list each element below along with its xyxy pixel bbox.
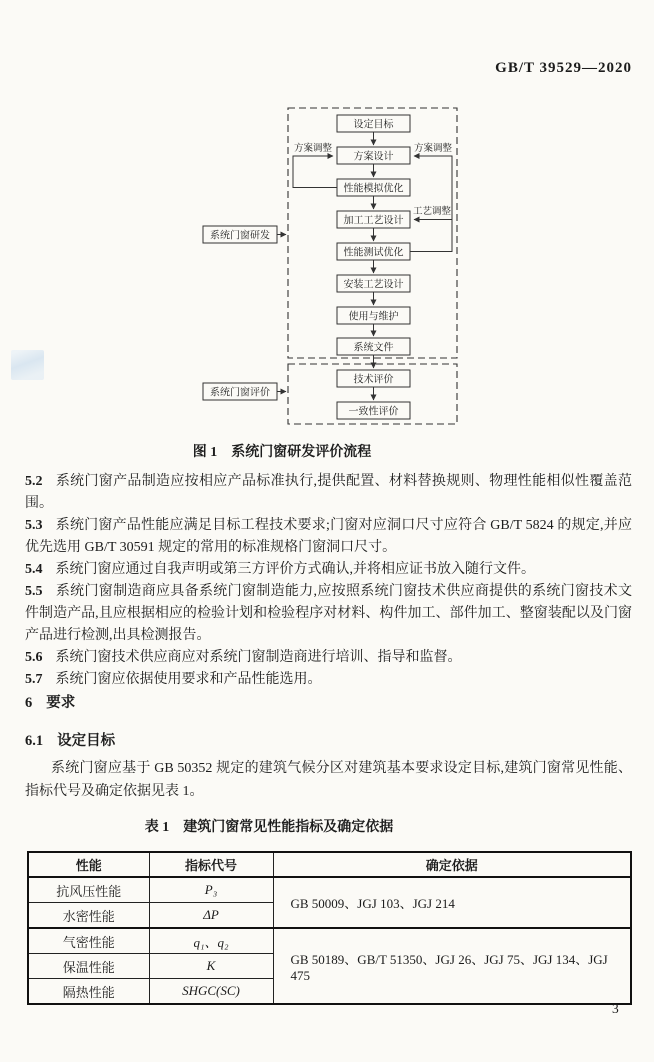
flow-box-label: 性能模拟优化 [343,183,404,195]
clause-5-5 [25,581,632,647]
clause-number: 5.7 [25,672,43,687]
cell-performance: 水密性能 [28,903,149,929]
cell-performance: 气密性能 [28,928,149,954]
cell-performance: 保温性能 [28,954,149,979]
performance-table [27,851,632,1005]
side-box-rd-label: 系统门窗研发 [210,230,270,242]
table-caption: 表 1 建筑门窗常见性能指标及确定依据 [144,820,394,835]
cell-performance: 抗风压性能 [28,877,149,903]
clause-number: 5.5 [25,584,43,599]
page-number: 3 [612,1001,619,1016]
side-box-eval-label: 系统门窗评价 [210,387,270,399]
clause-list [25,471,632,691]
table-row [28,877,631,903]
clause-text: 系统门窗技术供应商应对系统门窗制造商进行培训、指导和监督。 [55,650,462,665]
doc-number: GB/T 39529—2020 [495,60,632,76]
clause-number: 5.4 [25,562,43,577]
cell-performance: 隔热性能 [28,979,149,1005]
flow-box-label: 一致性评价 [348,406,399,418]
feedback-left-line [293,156,337,188]
watermark-stamp [11,350,44,380]
clause-5-7 [25,669,632,691]
col-header-performance: 性能 [28,852,149,877]
flow-box-label: 技术评价 [353,374,394,386]
section-6-1-heading [25,729,115,750]
section-6-heading [25,691,75,712]
clause-5-4 [25,559,632,581]
section-title: 设定目标 [57,733,116,749]
clause-number: 5.2 [25,474,43,489]
flowchart-figure [195,98,465,438]
table-row [28,928,631,954]
figure-caption: 图 1 系统门窗研发评价流程 [192,445,372,460]
table-header-row [28,852,631,877]
clause-text: 系统门窗应通过自我声明或第三方评价方式确认,并将相应证书放入随行文件。 [55,562,535,577]
cell-symbol: K [149,954,273,979]
clause-number: 5.6 [25,650,43,665]
clause-text: 系统门窗产品制造应按相应产品标准执行,提供配置、材料替换规则、物理性能相似性覆盖范围。 [25,474,632,511]
cell-symbol: q₁、q₂ [149,928,273,954]
cell-symbol: P₃ [149,877,273,903]
cell-symbol: ΔP [149,903,273,929]
flow-box-label: 使用与维护 [348,311,399,323]
cell-basis: GB 50189、GB/T 51350、JGJ 26、JGJ 75、JGJ 134、JGJ 475 [273,928,631,1004]
section-6-1-body: 系统门窗应基于 GB 50352 规定的建筑气候分区对建筑基本要求设定目标,建筑门窗常见性能、指标代号及确定依据见表 1。 [25,761,632,799]
flow-box-label: 安装工艺设计 [343,279,404,291]
flow-box-label: 性能测试优化 [343,247,404,259]
flow-box-label: 加工工艺设计 [343,215,404,227]
clause-5-2 [25,471,632,515]
flow-box-label: 方案设计 [353,151,394,163]
feedback-right-line [410,156,452,252]
cell-basis: GB 50009、JGJ 103、JGJ 214 [273,877,631,928]
flow-box-label: 设定目标 [353,119,394,131]
section-title: 要求 [46,695,76,711]
clause-5-3 [25,515,632,559]
clause-text: 系统门窗产品性能应满足目标工程技术要求;门窗对应洞口尺寸应符合 GB/T 5824 的规定,并应优先选用 GB/T 30591 规定的常用的标准规格门窗洞口尺寸。 [25,518,632,555]
adjust-label-left: 方案调整 [294,144,333,154]
clause-number: 5.3 [25,518,43,533]
cell-symbol: SHGC(SC) [149,979,273,1005]
col-header-symbol: 指标代号 [149,852,273,877]
flow-box-label: 系统文件 [353,342,394,354]
section-number: 6 [25,695,33,711]
col-header-basis: 确定依据 [273,852,631,877]
adjust-label-process: 工艺调整 [413,207,452,217]
clause-5-6 [25,647,632,669]
clause-text: 系统门窗应依据使用要求和产品性能选用。 [55,672,322,687]
section-number: 6.1 [25,733,44,749]
clause-text: 系统门窗制造商应具备系统门窗制造能力,应按照系统门窗技术供应商提供的系统门窗技术文件制造产品,且应根据相应的检验计划和检验程序对材料、构件加工、部件加工、整窗装配以及门窗产品进行检测,出具检测报告。 [25,584,632,643]
adjust-label-right: 方案调整 [414,144,453,154]
